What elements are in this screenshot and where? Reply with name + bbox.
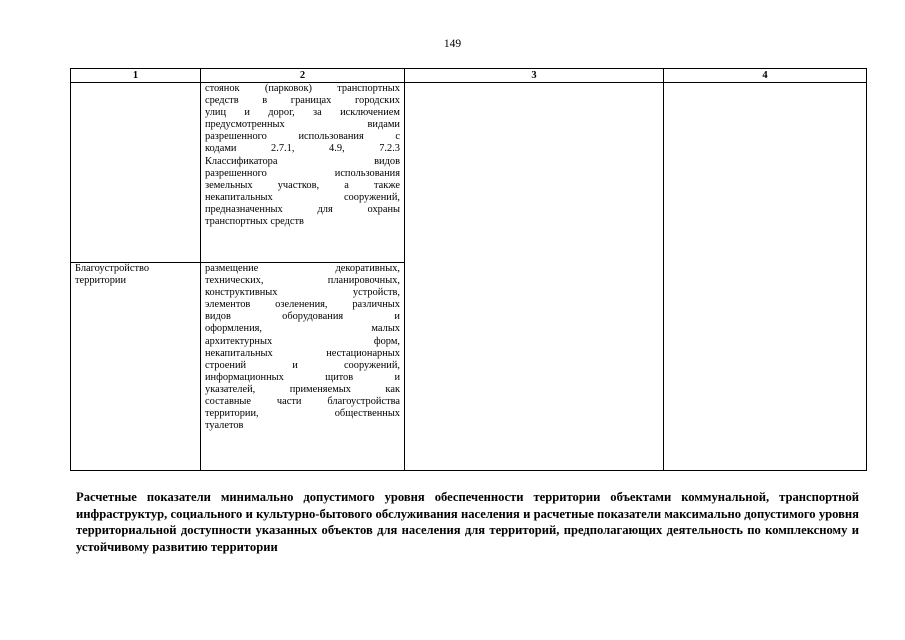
cell-text-line: стоянок (парковок) транспортных [205,83,400,94]
cell-text-line: информационных щитов и [205,371,400,383]
cell-text-line: указателей, применяемых как [205,383,400,395]
column-header: 2 [201,69,405,83]
cell-text-line: некапитальных нестационарных [205,347,400,359]
table-row [71,83,867,263]
cell-text-line: строений и сооружений, [205,359,400,371]
cell-text-line: составные части благоустройства [205,396,400,408]
cell-text-line: конструктивных устройств, [205,287,400,299]
cell-text-line: предусмотренных видами [205,119,400,131]
cell-text-line: Классификатора видов [205,155,400,167]
cell-text-line: средств в границах городских [205,95,400,107]
cell-text-line: разрешенного использования с [205,131,400,143]
cell-text-line: оформления, малых [205,323,400,335]
cell-activity-type [71,83,201,263]
cell-text-line: архитектурных форм, [205,335,400,347]
section-heading: Расчетные показатели минимально допустимого уровня обеспеченности территории объектами коммунальной, транспортной инфраструктур, социального и культурно-бытового обслуживания населения и расчетные показатели максимально допустимого уровня территориальной доступности указанных объектов для населения для территорий, предполагающих деятельность по комплексному и устойчивому развитию территории [76,490,859,554]
cell-text-line: туалетов [205,420,244,432]
column-header: 3 [405,69,664,83]
cell-text-line: кодами 2.7.1, 4.9, 7.2.3 [205,143,400,155]
cell-text-line: разрешенного использования [205,167,400,179]
table-header-row [71,69,867,83]
column-header: 4 [664,69,867,83]
cell-column-4 [664,83,867,471]
cell-text-line: видов оборудования и [205,311,400,323]
cell-text-line: Благоустройство [75,263,150,274]
cell-text-line: территории [75,275,127,287]
cell-text-line: некапитальных сооружений, [205,191,400,203]
cell-activity-type [71,263,201,471]
cell-column-3 [405,83,664,471]
page-number: 149 [443,38,462,50]
cell-text-line: улиц и дорог, за исключением [205,107,400,119]
cell-text-line: элементов озеленения, различных [205,299,400,311]
cell-text-line: транспортных средств [205,216,304,228]
document-table [70,68,867,471]
cell-text-line: предназначенных для охраны [205,203,400,215]
cell-text-line: территории, общественных [205,408,400,420]
column-header: 1 [71,69,201,83]
cell-text-line: размещение декоративных, [205,263,400,274]
cell-activity-description [201,83,405,263]
cell-activity-description [201,263,405,471]
cell-text-line: земельных участков, а также [205,179,400,191]
cell-text-line: технических, планировочных, [205,275,400,287]
